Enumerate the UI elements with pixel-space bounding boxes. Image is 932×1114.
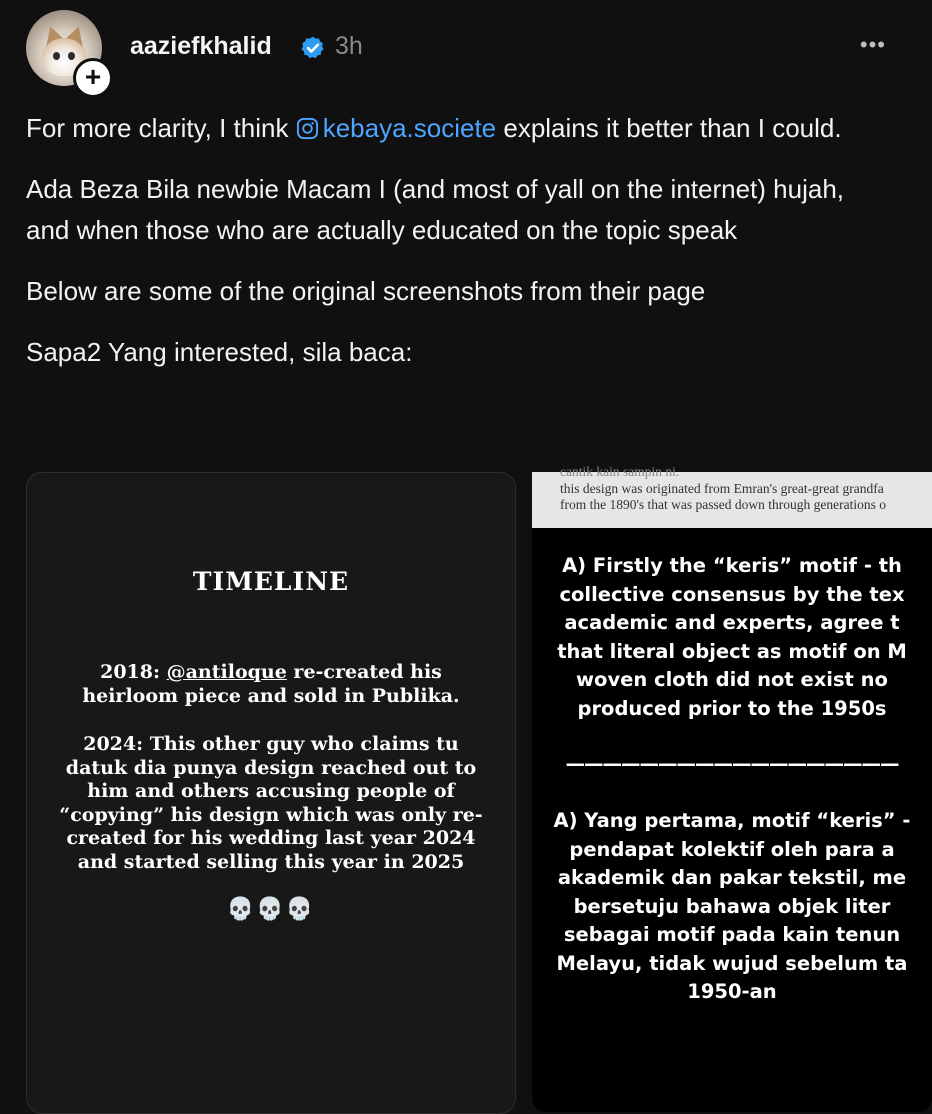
timeline-text: 2018: bbox=[100, 661, 167, 683]
image-card-timeline[interactable] bbox=[26, 472, 516, 1114]
skull-emojis: 💀💀💀 bbox=[226, 897, 316, 922]
verified-badge-icon bbox=[300, 35, 326, 61]
post-paragraph bbox=[26, 108, 886, 149]
text-line: Melayu, tidak wujud sebelum ta bbox=[556, 951, 908, 975]
document-line: this design was originated from Emran's great-great grandfa bbox=[560, 481, 884, 496]
username[interactable]: aaziefkhalid bbox=[130, 32, 272, 60]
follow-add-icon[interactable]: + bbox=[73, 58, 113, 98]
text-line: A) Firstly the “keris” motif - th bbox=[562, 554, 902, 577]
text-line: academic and experts, agree t bbox=[564, 611, 900, 634]
text-line: woven cloth did not exist no bbox=[576, 668, 888, 691]
post-paragraph: Below are some of the original screenshots from their page bbox=[26, 276, 706, 306]
post-time: 3h bbox=[335, 32, 363, 60]
divider: —————————————————— bbox=[565, 752, 899, 775]
explanation-english bbox=[532, 552, 932, 723]
instagram-icon bbox=[296, 117, 319, 140]
post-text: For more clarity, I think bbox=[26, 113, 296, 143]
document-cut-line: cantik kain sampin ni. bbox=[560, 464, 680, 479]
text-line: produced prior to the 1950s bbox=[577, 696, 887, 720]
text-line: sebagai motif pada kain tenun bbox=[563, 923, 901, 946]
document-excerpt bbox=[532, 464, 932, 528]
more-icon[interactable]: ••• bbox=[859, 32, 886, 57]
timeline-title: TIMELINE bbox=[192, 567, 350, 596]
text-line: bersetuju bahawa objek liter bbox=[573, 894, 891, 918]
post-text: explains it better than I could. bbox=[496, 113, 842, 143]
post-paragraph: Ada Beza Bila newbie Macam I (and most of yall on the internet) hujah, and when those who are actually educated on the topic speak bbox=[26, 174, 844, 245]
avatar-cat-eye bbox=[68, 52, 75, 60]
timeline-entry-2024: 2024: This other guy who claims tu datuk dia punya design reached out to him and others accusing people of “copying” his design which was only re-created for his wedding last year 2024 and started selling this year in 2025 bbox=[59, 733, 483, 873]
text-line: that literal object as motif on M bbox=[557, 639, 907, 663]
mention-link[interactable] bbox=[296, 113, 496, 143]
post-paragraph: Sapa2 Yang interested, sila baca: bbox=[26, 337, 413, 367]
document-line: from the 1890's that was passed down through generations o bbox=[560, 497, 886, 512]
text-line: pendapat kolektif oleh para a bbox=[569, 837, 895, 861]
post-body bbox=[26, 108, 886, 393]
mention-text: kebaya.societe bbox=[322, 113, 497, 143]
timeline-handle: @antiloque bbox=[166, 661, 287, 683]
explanation-malay bbox=[532, 807, 932, 1007]
timeline-text: re-created his heirloom piece and sold in Publika. bbox=[82, 661, 460, 707]
image-card-explanation[interactable] bbox=[532, 464, 932, 1112]
timeline-entry-2018 bbox=[55, 661, 487, 708]
avatar-cat-eye bbox=[53, 52, 60, 60]
text-line: 1950-an bbox=[687, 980, 777, 1003]
text-line: akademik dan pakar tekstil, me bbox=[557, 866, 907, 889]
text-line: collective consensus by the tex bbox=[559, 582, 905, 606]
post-header bbox=[26, 10, 906, 90]
text-line: A) Yang pertama, motif “keris” - bbox=[553, 809, 911, 832]
